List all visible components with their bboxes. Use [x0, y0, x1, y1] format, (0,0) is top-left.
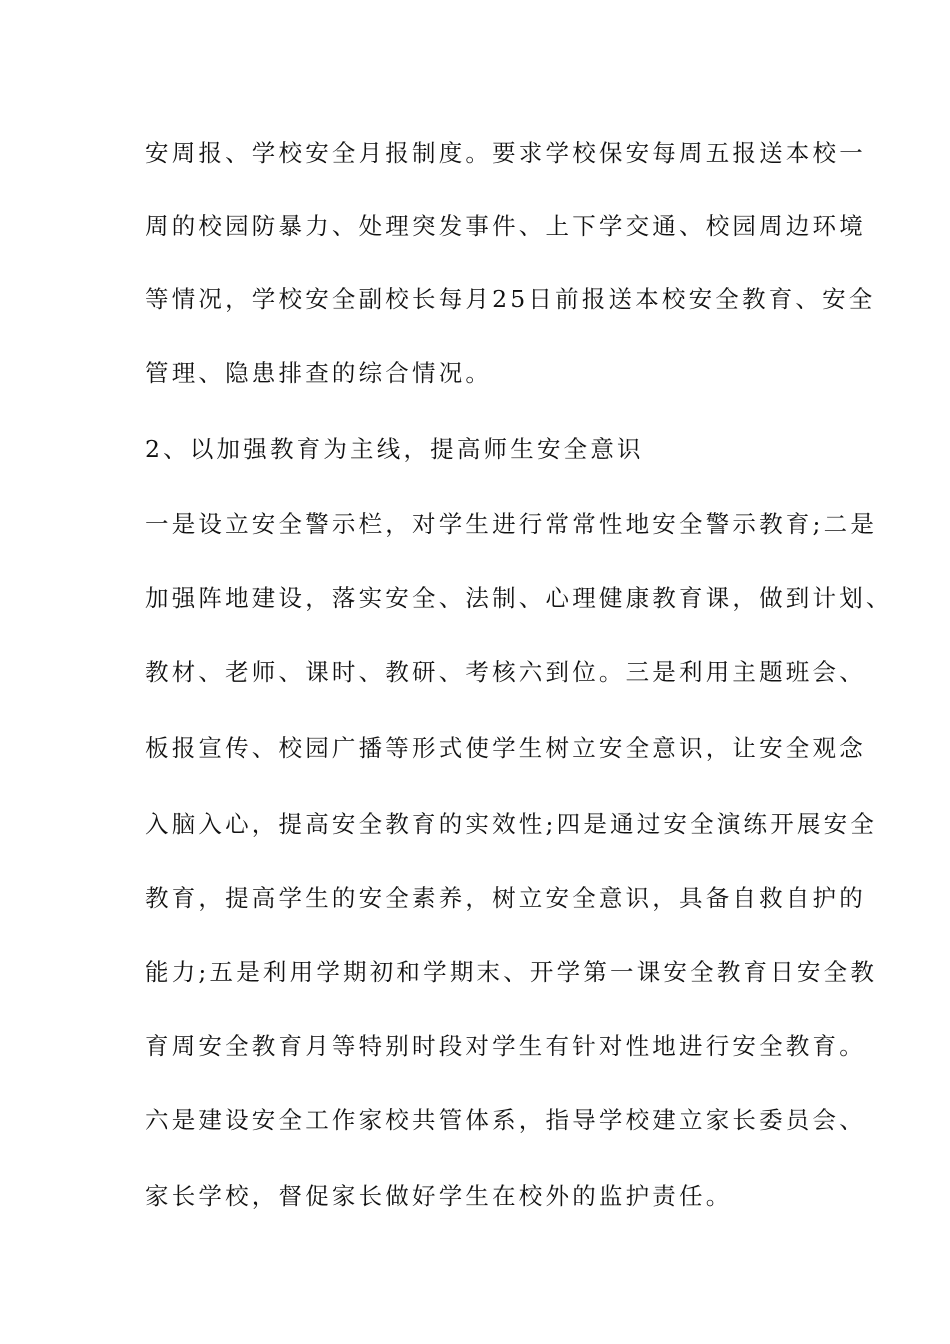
text-line: 入脑入心，提高安全教育的实效性;四是通过安全演练开展安全 [145, 810, 878, 838]
text-line: 安周报、学校安全月报制度。要求学校保安每周五报送本校一 [145, 139, 866, 167]
text-line: 育周安全教育月等特别时段对学生有针对性地进行安全教育。 [145, 1032, 866, 1060]
section-heading: 2、以加强教育为主线，提高师生安全意识 [145, 435, 644, 463]
text-line: 家长学校，督促家长做好学生在校外的监护责任。 [145, 1182, 733, 1210]
text-line: 六是建设安全工作家校共管体系，指导学校建立家长委员会、 [145, 1106, 866, 1134]
text-line: 管理、隐患排查的综合情况。 [145, 359, 493, 387]
text-line: 教材、老师、课时、教研、考核六到位。三是利用主题班会、 [145, 658, 866, 686]
text-line: 板报宣传、校园广播等形式使学生树立安全意识，让安全观念 [145, 734, 866, 762]
text-line: 周的校园防暴力、处理突发事件、上下学交通、校园周边环境 [145, 212, 866, 240]
text-line: 教育，提高学生的安全素养，树立安全意识，具备自救自护的 [145, 884, 866, 912]
text-line: 等情况，学校安全副校长每月25日前报送本校安全教育、安全 [145, 285, 876, 313]
text-line: 能力;五是利用学期初和学期末、开学第一课安全教育日安全教 [145, 958, 878, 986]
text-line: 一是设立安全警示栏，对学生进行常常性地安全警示教育;二是 [145, 510, 878, 538]
text-line: 加强阵地建设，落实安全、法制、心理健康教育课，做到计划、 [145, 584, 893, 612]
